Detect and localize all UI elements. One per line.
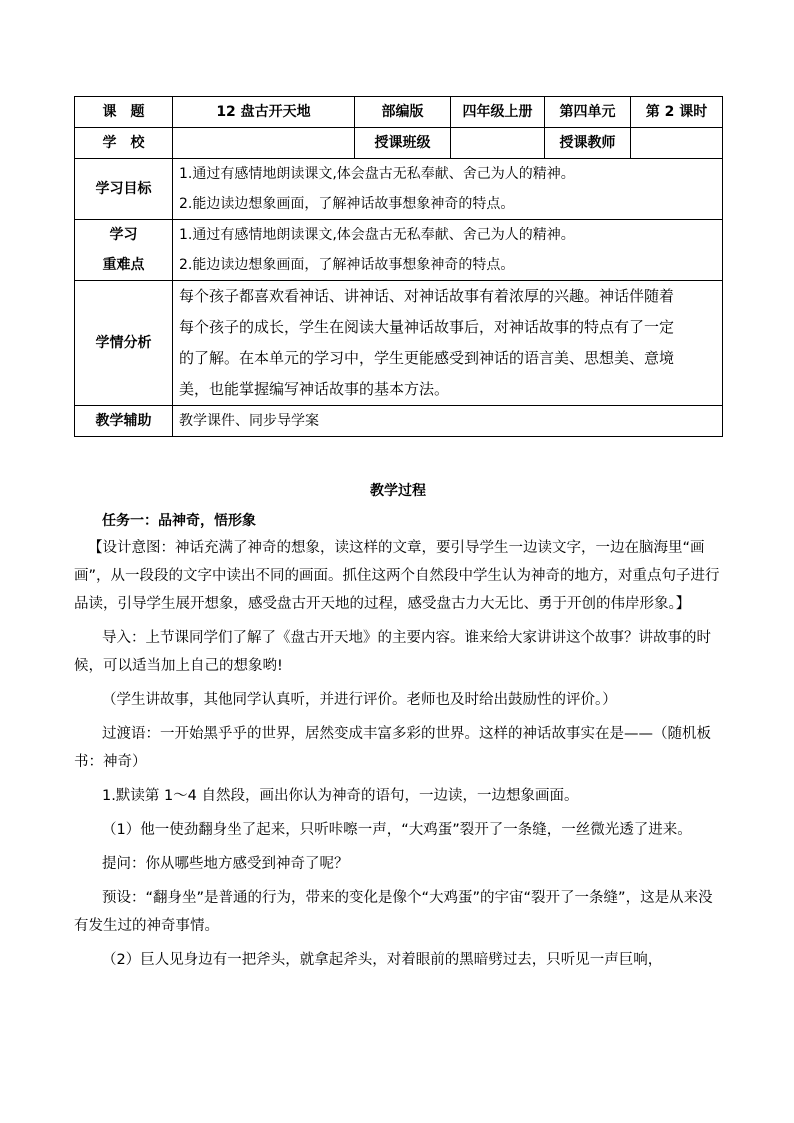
- class-value: [451, 128, 545, 159]
- quote-one: （1）他一使劲翻身坐了起来，只听咔嚓一声，“大鸡蛋”裂开了一条缝，一丝微光透了进来。: [102, 822, 692, 838]
- topic-label: 课 题: [75, 97, 173, 128]
- key-points-label-line1: 学习: [109, 227, 138, 243]
- school-value: [173, 128, 355, 159]
- key-points-label-line2: 重难点: [102, 257, 145, 273]
- table-row: [75, 97, 723, 128]
- analysis-line: 美，也能掌握编写神话故事的基本方法。: [179, 380, 450, 398]
- key-point-item: 1.通过有感情地朗读课文,体会盘古无私奉献、舍己为人的精神。: [179, 227, 575, 243]
- goals-content: [173, 159, 723, 220]
- table-row: [75, 281, 723, 406]
- transition-paragraph: 过渡语：一开始黑乎乎的世界，居然变成丰富多彩的世界。这样的神话故事实在是——（随机板书：神奇）: [74, 726, 711, 770]
- analysis-line: 每个孩子都喜欢看神话、讲神话、对神话故事有着浓厚的兴趣。神话伴随着: [179, 287, 675, 305]
- quote-two: （2）巨人见身边有一把斧头，就拿起斧头，对着眼前的黑暗劈过去，只听见一声巨响，: [102, 952, 663, 968]
- process-title: 教学过程: [370, 483, 426, 499]
- aids-value: 教学课件、同步导学案: [173, 406, 723, 437]
- teaching-process: [74, 478, 722, 974]
- table-row: [75, 406, 723, 437]
- class-label: 授课班级: [355, 128, 451, 159]
- teacher-value: [631, 128, 723, 159]
- design-intent: 【设计意图：神话充满了神奇的想象，读这样的文章，要引导学生一边读文字，一边在脑海里“画画”，从一段段的文字中读出不同的画面。抓住这两个自然段中学生认为神奇的地方，对重点句子进行品读，引导学生展开想象，感受盘古开天地的过程，感受盘古力大无比、勇于开创的伟岸形象。】: [74, 540, 720, 612]
- goal-item: 1.通过有感情地朗读课文,体会盘古无私奉献、舍己为人的精神。: [179, 166, 575, 182]
- grade-cell: 四年级上册: [451, 97, 545, 128]
- analysis-line: 每个孩子的成长，学生在阅读大量神话故事后，对神话故事的特点有了一定: [179, 318, 675, 336]
- aids-label: 教学辅助: [75, 406, 173, 437]
- lesson-title: 12 盘古开天地: [173, 97, 355, 128]
- table-row: [75, 128, 723, 159]
- task-heading: 任务一：品神奇，悟形象: [102, 513, 256, 529]
- preset-answer: 预设：“翻身坐”是普通的行为，带来的变化是像个“大鸡蛋”的宇宙“裂开了一条缝”，这是从来没有发生过的神奇事情。: [74, 890, 713, 934]
- analysis-content: [173, 281, 723, 406]
- intro-paragraph: 导入：上节课同学们了解了《盘古开天地》的主要内容。谁来给大家讲讲这个故事？讲故事的时候，可以适当加上自己的想象哟!: [74, 630, 711, 674]
- key-point-item: 2.能边读边想象画面，了解神话故事想象神奇的特点。: [179, 257, 515, 273]
- lesson-info-table: [74, 96, 723, 437]
- key-points-label: [75, 220, 173, 281]
- goals-label: 学习目标: [75, 159, 173, 220]
- analysis-line: 的了解。在本单元的学习中，学生更能感受到神话的语言美、思想美、意境: [179, 349, 675, 367]
- step-one: 1.默读第 1～4 自然段，画出你认为神奇的语句，一边读，一边想象画面。: [102, 788, 579, 804]
- edition-cell: 部编版: [355, 97, 451, 128]
- goal-item: 2.能边读边想象画面，了解神话故事想象神奇的特点。: [179, 196, 515, 212]
- school-label: 学 校: [75, 128, 173, 159]
- student-activity: （学生讲故事，其他同学认真听，并进行评价。老师也及时给出鼓励性的评价。）: [102, 692, 617, 708]
- table-row: [75, 159, 723, 220]
- key-points-content: [173, 220, 723, 281]
- analysis-label: 学情分析: [75, 281, 173, 406]
- question-paragraph: 提问：你从哪些地方感受到神奇了呢？: [102, 856, 349, 872]
- unit-cell: 第四单元: [545, 97, 631, 128]
- table-row: [75, 220, 723, 281]
- lesson-number-cell: 第 2 课时: [631, 97, 723, 128]
- teacher-label: 授课教师: [545, 128, 631, 159]
